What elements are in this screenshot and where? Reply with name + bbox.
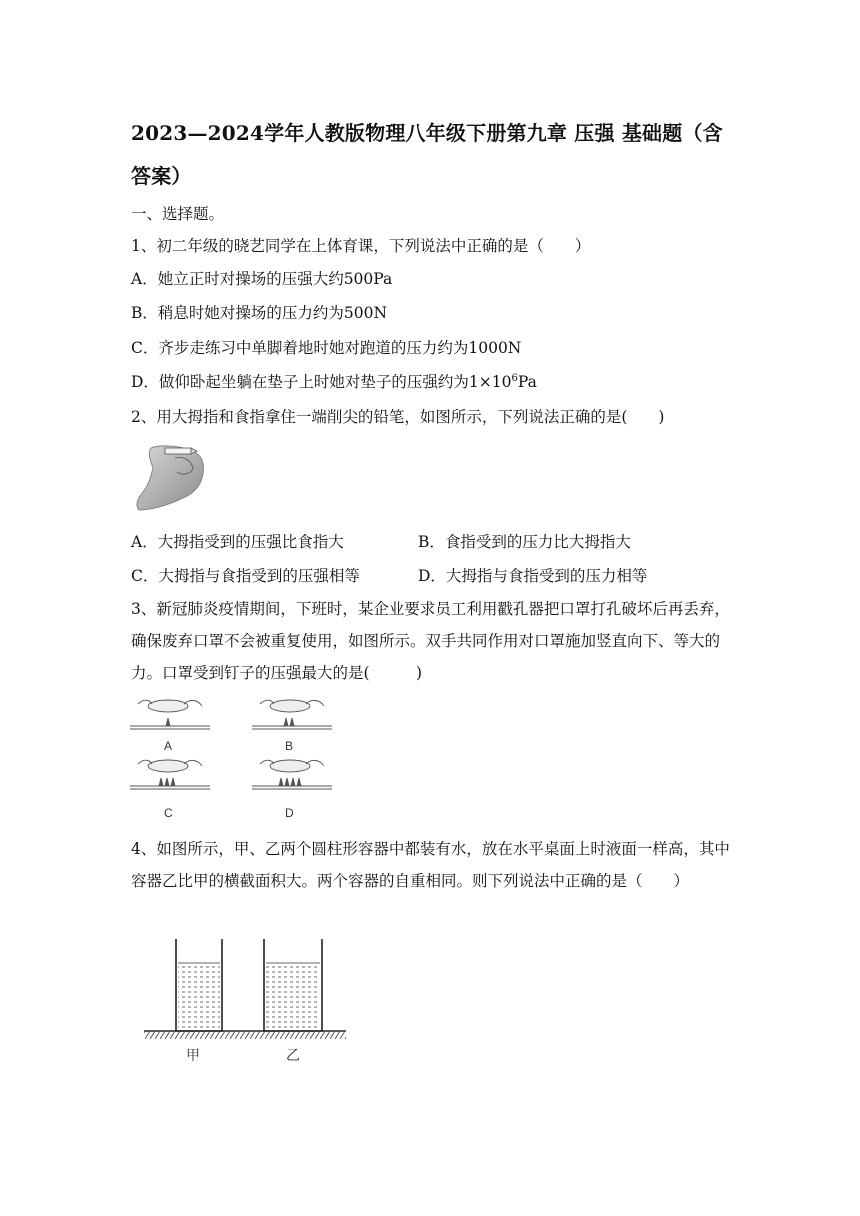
two-containers-figure [140,935,350,1045]
q1-option-b: B．稍息时她对操场的压力约为500N [131,304,388,322]
q1-option-d-exponent: 6 [511,372,518,384]
q2-option-a: A．大拇指受到的压强比食指大 [131,533,344,551]
container-label-yi: 乙 [286,1047,300,1063]
hand-pencil-figure [131,440,209,512]
q1-option-c: C．齐步走练习中单脚着地时她对跑道的压力约为1000N [131,339,522,357]
q4-stem: 4、如图所示，甲、乙两个圆柱形容器中都装有水，放在水平桌面上时液面一样高，其中容器乙比甲的横截面积大。两个容器的自重相同。则下列说法中正确的是（ ） [131,840,730,890]
section-heading: 一、选择题。 [131,205,225,223]
q2-option-c: C．大拇指与食指受到的压强相等 [131,567,360,585]
q1-option-d-unit: Pa [517,373,537,391]
q1-option-d-text: D．做仰卧起坐躺在垫子上时她对垫子的压强约为1×10 [131,373,512,391]
mask-punch-d [252,760,332,789]
mask-punch-b [252,700,332,729]
mask-punch-c [130,760,210,789]
mask-punch-figures [128,692,348,804]
mask-punch-a [130,700,210,729]
q2-option-b: B．食指受到的压力比大拇指大 [418,533,631,551]
q2-option-d: D．大拇指与食指受到的压力相等 [418,567,648,585]
q3-stem: 3、新冠肺炎疫情期间，下班时，某企业要求员工利用戳孔器把口罩打孔破坏后再丢弃，确保废弃口罩不会被重复使用，如图所示。双手共同作用对口罩施加竖直向下、等大的力。口罩受到钉子的压强最大的是( ) [131,600,730,682]
container-label-jia: 甲 [186,1047,200,1063]
mask-label-a: A [164,739,173,753]
mask-label-c: C [164,806,173,820]
q1-option-d [131,370,537,392]
q1-stem: 1、初二年级的晓艺同学在上体育课，下列说法中正确的是（ ） [131,237,591,255]
page-title: 2023—2024学年人教版物理八年级下册第九章 压强 基础题（含答案） [131,121,723,188]
mask-label-d: D [285,806,294,820]
q1-option-a: A．她立正时对操场的压强大约500Pa [131,270,393,288]
mask-label-b: B [285,739,294,753]
q2-stem: 2、用大拇指和食指拿住一端削尖的铅笔，如图所示，下列说法正确的是( ) [131,408,665,426]
